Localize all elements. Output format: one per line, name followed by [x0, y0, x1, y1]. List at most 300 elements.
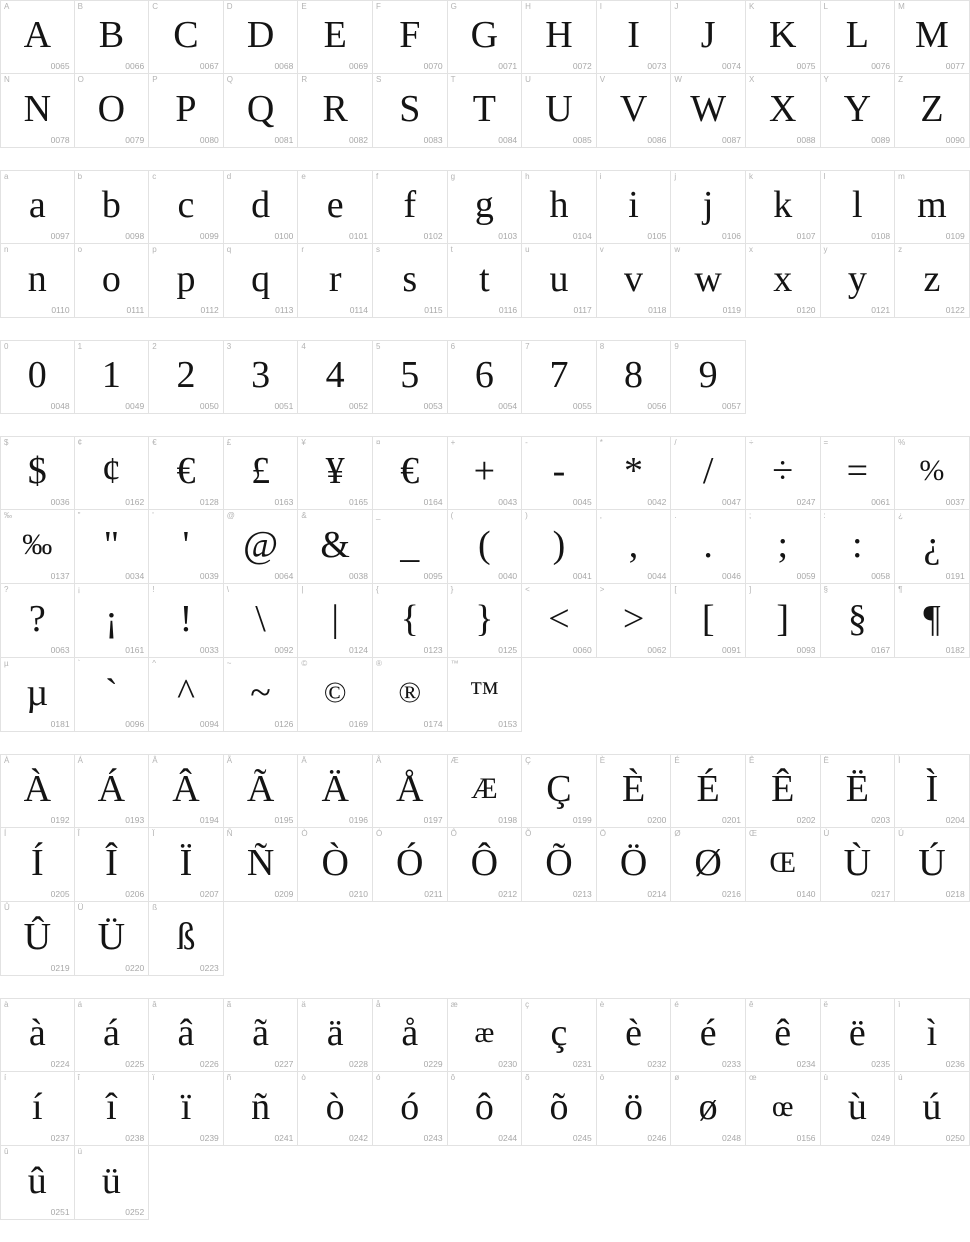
glyph-character: H	[545, 14, 573, 56]
glyph-corner-label: s	[375, 245, 380, 254]
glyph-corner-label: 7	[525, 342, 530, 351]
glyph-cell[interactable]	[373, 74, 448, 148]
glyph-cell[interactable]	[373, 584, 448, 658]
glyph-cell[interactable]	[746, 584, 821, 658]
glyph-corner-label: &	[301, 511, 307, 520]
glyph-character: î	[106, 1085, 117, 1128]
glyph-code: 0093	[796, 645, 816, 655]
glyph-cell[interactable]	[75, 1072, 150, 1146]
glyph-cell[interactable]	[298, 828, 373, 902]
glyph-character: œ	[771, 1089, 794, 1123]
glyph-cell[interactable]	[373, 510, 448, 584]
glyph-character: Z	[920, 87, 944, 130]
glyph-code: 0063	[50, 645, 70, 655]
glyph-cell[interactable]	[671, 584, 746, 658]
glyph-character: .	[703, 523, 713, 566]
glyph-corner-label: ¶	[898, 585, 903, 594]
glyph-corner-label: 8	[599, 342, 605, 351]
glyph-cell[interactable]	[75, 902, 150, 976]
glyph-cell[interactable]	[597, 1072, 672, 1146]
glyph-cell[interactable]	[448, 74, 523, 148]
glyph-cell[interactable]	[75, 1146, 150, 1220]
glyph-corner-label: Ë	[823, 756, 829, 765]
glyph-cell[interactable]	[597, 584, 672, 658]
glyph-corner-label: ù	[823, 1073, 828, 1082]
glyph-cell[interactable]	[821, 998, 896, 1072]
glyph-corner-label: P	[152, 75, 158, 84]
glyph-cell[interactable]	[0, 902, 75, 976]
glyph-character: `	[105, 671, 118, 714]
glyph-cell[interactable]	[671, 510, 746, 584]
glyph-cell[interactable]	[671, 436, 746, 510]
glyph-character: í	[32, 1085, 43, 1128]
glyph-corner-label: 1	[77, 342, 83, 351]
glyph-cell[interactable]	[821, 510, 896, 584]
glyph-cell[interactable]	[895, 998, 970, 1072]
glyph-character: Ã	[246, 768, 275, 810]
glyph-corner-label: .	[674, 511, 677, 520]
glyph-cell[interactable]	[597, 0, 672, 74]
glyph-cell[interactable]	[448, 828, 523, 902]
glyph-corner-label: ü	[77, 1147, 83, 1156]
glyph-row	[0, 584, 970, 658]
glyph-cell[interactable]	[149, 1072, 224, 1146]
glyph-cell[interactable]	[149, 170, 224, 244]
glyph-cell[interactable]	[373, 244, 448, 318]
glyph-cell[interactable]	[75, 584, 150, 658]
glyph-corner-label: È	[599, 756, 606, 765]
glyph-corner-label: Ä	[301, 756, 307, 765]
glyph-character: Ë	[845, 768, 869, 810]
glyph-code: 0241	[274, 1133, 294, 1143]
glyph-cell[interactable]	[0, 170, 75, 244]
glyph-corner-label: e	[301, 172, 306, 181]
glyph-cell[interactable]	[821, 74, 896, 148]
glyph-corner-label: Ñ	[226, 829, 233, 838]
glyph-cell[interactable]	[75, 998, 150, 1072]
glyph-code: 0073	[647, 61, 667, 71]
glyph-cell[interactable]	[448, 998, 523, 1072]
glyph-cell[interactable]	[597, 340, 672, 414]
glyph-cell[interactable]	[821, 1072, 896, 1146]
glyph-cell[interactable]	[0, 1146, 75, 1220]
glyph-cell[interactable]	[895, 584, 970, 658]
glyph-cell[interactable]	[224, 340, 299, 414]
glyph-cell[interactable]	[821, 828, 896, 902]
glyph-code: 0205	[50, 889, 70, 899]
glyph-cell[interactable]	[821, 244, 896, 318]
glyph-corner-label: t	[450, 245, 453, 254]
glyph-cell[interactable]	[298, 658, 373, 732]
glyph-code: 0102	[423, 231, 443, 241]
glyph-code: 0114	[349, 305, 368, 315]
glyph-cell[interactable]	[895, 828, 970, 902]
glyph-code: 0067	[199, 61, 219, 71]
glyph-cell[interactable]	[75, 436, 150, 510]
glyph-cell[interactable]	[746, 0, 821, 74]
glyph-cell[interactable]	[149, 74, 224, 148]
glyph-cell[interactable]	[448, 170, 523, 244]
glyph-cell[interactable]	[448, 584, 523, 658]
glyph-cell[interactable]	[522, 74, 597, 148]
glyph-corner-label: u	[525, 245, 530, 254]
glyph-cell[interactable]	[821, 0, 896, 74]
glyph-code: 0197	[423, 815, 443, 825]
glyph-corner-label: ®	[375, 659, 382, 668]
glyph-cell[interactable]	[298, 1072, 373, 1146]
glyph-code: 0216	[722, 889, 741, 899]
glyph-cell[interactable]	[298, 754, 373, 828]
glyph-cell[interactable]	[671, 244, 746, 318]
glyph-row	[0, 658, 970, 732]
glyph-character: ¢	[101, 450, 121, 492]
glyph-cell[interactable]	[522, 170, 597, 244]
glyph-cell[interactable]	[298, 584, 373, 658]
glyph-character: D	[246, 14, 275, 56]
glyph-code: 0211	[424, 889, 443, 899]
glyph-cell[interactable]	[224, 658, 299, 732]
glyph-character: B	[98, 14, 125, 56]
glyph-corner-label: ò	[301, 1073, 306, 1082]
glyph-cell[interactable]	[75, 340, 150, 414]
glyph-cell[interactable]	[224, 0, 299, 74]
glyph-cell[interactable]	[149, 754, 224, 828]
glyph-cell[interactable]	[0, 658, 75, 732]
glyph-cell[interactable]	[0, 436, 75, 510]
glyph-cell[interactable]	[522, 828, 597, 902]
glyph-cell[interactable]	[75, 74, 150, 148]
glyph-character: l	[852, 184, 863, 226]
glyph-cell[interactable]	[224, 244, 299, 318]
glyph-cell[interactable]	[895, 170, 970, 244]
glyph-code: 0122	[945, 305, 965, 315]
glyph-cell[interactable]	[0, 998, 75, 1072]
glyph-code: 0233	[722, 1059, 741, 1069]
glyph-character: À	[23, 768, 52, 810]
glyph-code: 0099	[199, 231, 219, 241]
glyph-corner-label: ]	[748, 585, 752, 594]
glyph-code: 0095	[423, 571, 443, 581]
glyph-cell[interactable]	[373, 658, 448, 732]
glyph-cell[interactable]	[298, 340, 373, 414]
glyph-cell[interactable]	[0, 584, 75, 658]
glyph-cell[interactable]	[224, 754, 299, 828]
glyph-code: 0206	[125, 889, 145, 899]
glyph-cell[interactable]	[522, 584, 597, 658]
glyph-cell[interactable]	[298, 436, 373, 510]
glyph-cell[interactable]	[671, 1072, 746, 1146]
glyph-cell[interactable]	[671, 170, 746, 244]
glyph-character: h	[549, 184, 569, 226]
glyph-cell[interactable]	[149, 902, 224, 976]
glyph-cell[interactable]	[224, 74, 299, 148]
glyph-cell[interactable]	[0, 510, 75, 584]
glyph-cell[interactable]	[597, 244, 672, 318]
glyph-code: 0165	[349, 497, 368, 507]
glyph-corner-label: g	[450, 172, 456, 181]
glyph-cell[interactable]	[597, 510, 672, 584]
glyph-character: ;	[777, 523, 789, 566]
glyph-character: R	[322, 87, 348, 130]
glyph-corner-label: M	[898, 2, 905, 11]
glyph-corner-label: *	[599, 438, 603, 447]
glyph-character: ê	[774, 1012, 792, 1054]
glyph-character: ó	[400, 1085, 420, 1128]
glyph-corner-label: U	[525, 75, 531, 84]
glyph-cell[interactable]	[0, 244, 75, 318]
glyph-cell[interactable]	[597, 754, 672, 828]
glyph-cell[interactable]	[821, 436, 896, 510]
glyph-cell[interactable]	[224, 170, 299, 244]
glyph-cell[interactable]	[448, 244, 523, 318]
glyph-cell[interactable]	[373, 0, 448, 74]
glyph-character: Y	[843, 87, 872, 130]
glyph-cell[interactable]	[373, 1072, 448, 1146]
glyph-code: 0051	[274, 401, 294, 411]
glyph-cell[interactable]	[373, 998, 448, 1072]
glyph-code: 0070	[423, 61, 443, 71]
glyph-cell[interactable]	[75, 658, 150, 732]
glyph-character: 0	[27, 354, 47, 396]
glyph-character: 9	[698, 354, 718, 396]
glyph-corner-label: Ô	[450, 829, 457, 838]
glyph-character: Ò	[321, 841, 349, 884]
glyph-cell[interactable]	[149, 510, 224, 584]
glyph-cell[interactable]	[746, 170, 821, 244]
glyph-code: 0196	[349, 815, 368, 825]
glyph-cell[interactable]	[522, 754, 597, 828]
glyph-character: Å	[396, 768, 424, 810]
glyph-code: 0193	[125, 815, 145, 825]
glyph-cell[interactable]	[522, 998, 597, 1072]
glyph-cell[interactable]	[895, 754, 970, 828]
glyph-code: 0091	[722, 645, 741, 655]
glyph-code: 0174	[423, 719, 443, 729]
glyph-character: ¶	[923, 597, 941, 640]
glyph-cell[interactable]	[373, 170, 448, 244]
glyph-row	[0, 998, 970, 1072]
glyph-character: m	[917, 184, 947, 226]
glyph-cell[interactable]	[149, 658, 224, 732]
glyph-cell[interactable]	[149, 584, 224, 658]
glyph-cell[interactable]	[448, 510, 523, 584]
glyph-cell[interactable]	[597, 828, 672, 902]
glyph-cell[interactable]	[895, 74, 970, 148]
glyph-cell[interactable]	[522, 0, 597, 74]
glyph-cell[interactable]	[522, 244, 597, 318]
glyph-cell[interactable]	[597, 998, 672, 1072]
glyph-code: 0202	[796, 815, 816, 825]
glyph-cell[interactable]	[0, 340, 75, 414]
glyph-cell[interactable]	[522, 1072, 597, 1146]
glyph-row	[0, 74, 970, 148]
glyph-corner-label: â	[152, 1000, 157, 1009]
glyph-code: 0046	[722, 571, 741, 581]
glyph-character: €	[400, 450, 420, 492]
glyph-cell[interactable]	[75, 510, 150, 584]
glyph-corner-label: Ã	[226, 756, 233, 765]
glyph-corner-label: ê	[748, 1000, 754, 1009]
glyph-cell[interactable]	[671, 998, 746, 1072]
glyph-corner-label: à	[4, 1000, 9, 1009]
glyph-code: 0040	[498, 571, 518, 581]
glyph-cell[interactable]	[298, 998, 373, 1072]
glyph-corner-label: ø	[674, 1073, 680, 1082]
glyph-cell[interactable]	[373, 340, 448, 414]
glyph-code: 0055	[572, 401, 592, 411]
glyph-cell[interactable]	[373, 828, 448, 902]
glyph-cell[interactable]	[522, 510, 597, 584]
glyph-code: 0057	[722, 401, 741, 411]
glyph-corner-label: ~	[226, 659, 232, 668]
glyph-cell[interactable]	[298, 0, 373, 74]
glyph-cell[interactable]	[0, 1072, 75, 1146]
glyph-cell[interactable]	[149, 436, 224, 510]
glyph-cell[interactable]	[149, 244, 224, 318]
glyph-code: 0207	[199, 889, 219, 899]
glyph-character: S	[399, 87, 421, 130]
glyph-cell[interactable]	[746, 754, 821, 828]
glyph-cell[interactable]	[75, 0, 150, 74]
glyph-cell[interactable]	[597, 170, 672, 244]
glyph-cell[interactable]	[75, 828, 150, 902]
glyph-cell[interactable]	[448, 1072, 523, 1146]
glyph-cell[interactable]	[821, 584, 896, 658]
glyph-row	[0, 510, 970, 584]
glyph-code: 0090	[945, 135, 965, 145]
glyph-cell[interactable]	[746, 436, 821, 510]
glyph-corner-label: [	[674, 585, 677, 594]
glyph-cell[interactable]	[373, 754, 448, 828]
glyph-corner-label: D	[226, 2, 233, 11]
glyph-character: Ü	[97, 915, 126, 958]
glyph-corner-label: S	[375, 75, 382, 84]
glyph-cell[interactable]	[448, 436, 523, 510]
glyph-cell[interactable]	[224, 828, 299, 902]
glyph-character: §	[847, 597, 867, 640]
glyph-code: 0217	[871, 889, 891, 899]
glyph-corner-label: ß	[152, 903, 158, 912]
glyph-code: 0037	[945, 497, 965, 507]
glyph-cell[interactable]	[149, 828, 224, 902]
glyph-cell[interactable]	[75, 754, 150, 828]
glyph-cell[interactable]	[522, 436, 597, 510]
glyph-corner-label: ?	[4, 585, 9, 594]
glyph-cell[interactable]	[746, 244, 821, 318]
glyph-character: 4	[325, 354, 345, 396]
glyph-cell[interactable]	[224, 584, 299, 658]
glyph-cell[interactable]	[895, 1072, 970, 1146]
glyph-code: 0181	[50, 719, 70, 729]
glyph-cell[interactable]	[746, 998, 821, 1072]
glyph-character: w	[694, 257, 722, 300]
glyph-corner-label: Œ	[748, 829, 757, 838]
glyph-cell[interactable]	[0, 0, 75, 74]
glyph-code: 0038	[349, 571, 368, 581]
glyph-code: 0214	[647, 889, 667, 899]
glyph-cell[interactable]	[448, 0, 523, 74]
glyph-code: 0064	[274, 571, 294, 581]
glyph-cell[interactable]	[298, 170, 373, 244]
glyph-cell[interactable]	[746, 74, 821, 148]
glyph-cell[interactable]	[671, 74, 746, 148]
glyph-cell[interactable]	[671, 0, 746, 74]
glyph-cell[interactable]	[448, 658, 523, 732]
glyph-character: <	[548, 597, 570, 640]
glyph-cell[interactable]	[671, 828, 746, 902]
glyph-cell[interactable]	[224, 998, 299, 1072]
glyph-cell[interactable]	[821, 754, 896, 828]
glyph-cell[interactable]	[671, 340, 746, 414]
glyph-corner-label: <	[525, 585, 530, 594]
glyph-cell[interactable]	[597, 74, 672, 148]
glyph-cell[interactable]	[448, 340, 523, 414]
glyph-character: =	[846, 450, 869, 492]
glyph-cell[interactable]	[895, 244, 970, 318]
glyph-cell[interactable]	[895, 510, 970, 584]
glyph-cell[interactable]	[746, 510, 821, 584]
glyph-cell[interactable]	[149, 998, 224, 1072]
glyph-character: 3	[251, 354, 271, 396]
glyph-code: 0250	[945, 1133, 965, 1143]
glyph-cell[interactable]	[224, 436, 299, 510]
glyph-cell[interactable]	[298, 244, 373, 318]
glyph-cell[interactable]	[224, 510, 299, 584]
glyph-cell[interactable]	[597, 436, 672, 510]
glyph-corner-label: (	[450, 511, 454, 520]
glyph-cell[interactable]	[746, 1072, 821, 1146]
glyph-row	[0, 0, 970, 74]
glyph-corner-label: Ì	[898, 756, 901, 765]
glyph-character: Ñ	[246, 841, 275, 884]
glyph-character: i	[628, 184, 639, 226]
glyph-corner-label: ,	[599, 511, 602, 520]
glyph-corner-label: -	[525, 438, 528, 447]
glyph-cell[interactable]	[522, 340, 597, 414]
glyph-cell[interactable]	[0, 74, 75, 148]
glyph-cell[interactable]	[448, 754, 523, 828]
glyph-cell[interactable]	[75, 244, 150, 318]
glyph-cell[interactable]	[149, 340, 224, 414]
glyph-cell[interactable]	[746, 828, 821, 902]
glyph-cell[interactable]	[895, 436, 970, 510]
glyph-character: Ì	[925, 768, 939, 810]
glyph-cell[interactable]	[671, 754, 746, 828]
glyph-corner-label: Â	[152, 756, 158, 765]
glyph-cell[interactable]	[224, 1072, 299, 1146]
glyph-character: Œ	[769, 845, 797, 879]
glyph-cell[interactable]	[895, 0, 970, 74]
glyph-cell[interactable]	[0, 828, 75, 902]
glyph-code: 0194	[199, 815, 219, 825]
glyph-character: ú	[922, 1085, 942, 1128]
glyph-cell[interactable]	[0, 754, 75, 828]
glyph-cell[interactable]	[373, 436, 448, 510]
glyph-character: Û	[23, 915, 52, 958]
glyph-cell[interactable]	[298, 510, 373, 584]
glyph-cell[interactable]	[298, 74, 373, 148]
glyph-block-digits	[0, 340, 970, 414]
glyph-cell[interactable]	[75, 170, 150, 244]
glyph-character: *	[624, 450, 644, 492]
glyph-code: 0248	[722, 1133, 741, 1143]
glyph-character: t	[479, 257, 490, 300]
glyph-cell[interactable]	[821, 170, 896, 244]
glyph-character: 7	[549, 354, 569, 396]
glyph-corner-label: 4	[301, 342, 306, 351]
glyph-cell[interactable]	[149, 0, 224, 74]
glyph-corner-label: \	[226, 585, 230, 594]
